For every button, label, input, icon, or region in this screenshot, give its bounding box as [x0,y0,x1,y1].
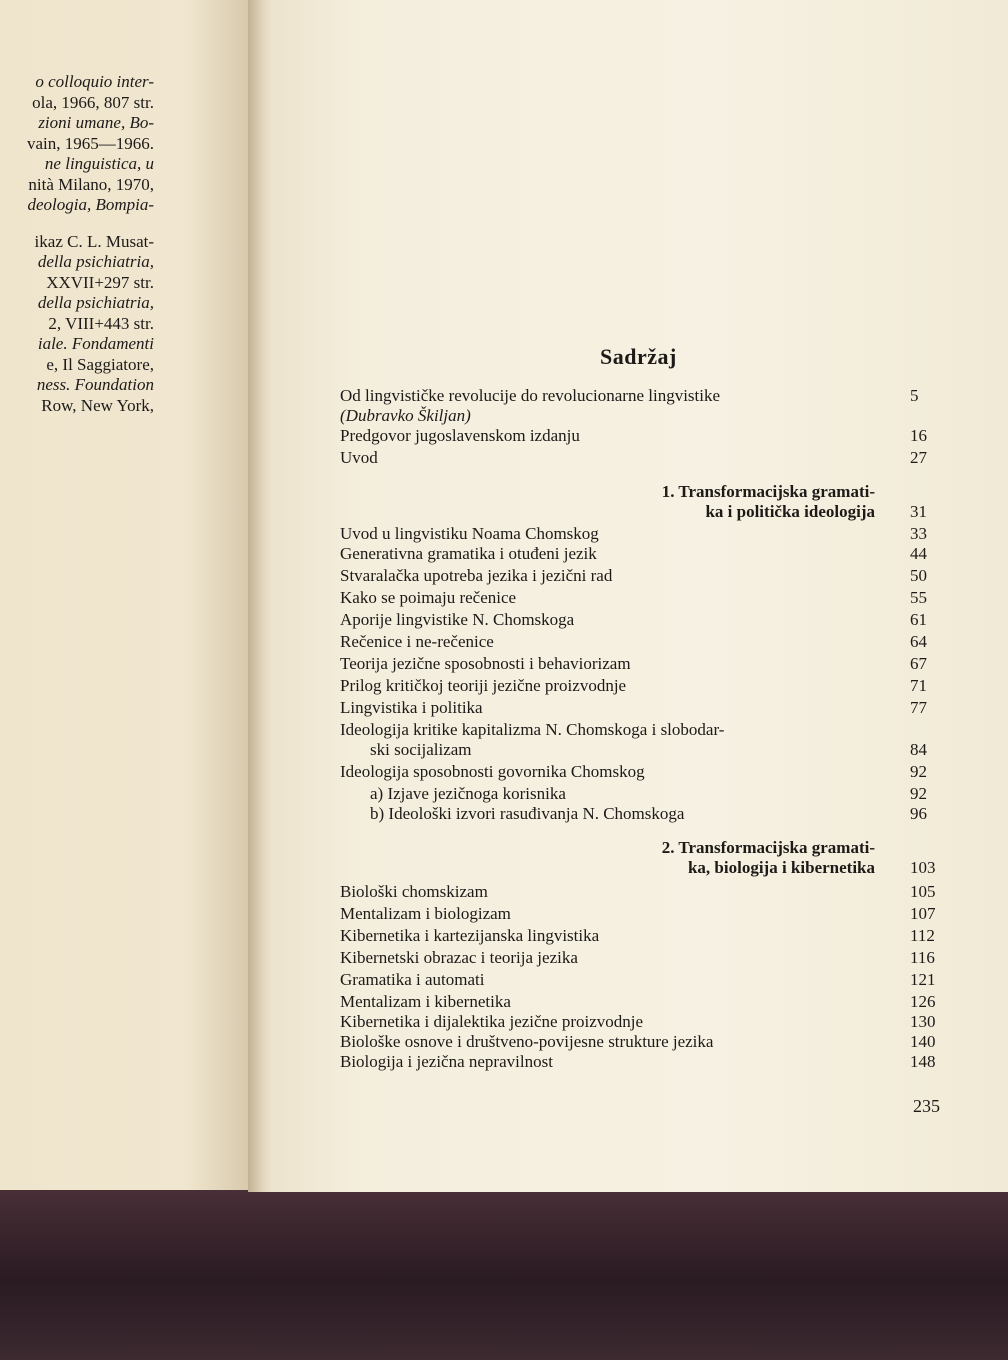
toc-page-number: 64 [910,632,927,651]
toc-entry [340,610,965,629]
toc-entry-title [340,882,875,901]
bib-line: 2, VIII+443 str. [48,313,154,333]
toc-entry-text: Uvod u lingvistiku Noama Chomskog [340,524,599,543]
toc-entry-title [340,386,875,405]
bib-line: della psichiatria, [37,293,154,312]
toc-entry-title [340,858,875,877]
toc-entry-text: Rečenice i ne-rečenice [340,632,494,651]
bibliography-fragment [0,72,154,416]
toc-page-number: 33 [910,524,927,543]
bib-line: zioni umane, Bo- [38,113,154,132]
bib-line: o colloquio inter- [35,72,154,91]
toc-entry [340,566,965,585]
bib-line: e, Il Saggiatore, [46,354,154,374]
toc-entry [340,524,965,543]
left-page [0,0,262,1190]
bib-line: deologia, Bompia- [27,195,154,214]
toc-entry-title [340,406,875,425]
toc-entry-title [340,524,875,543]
bib-gap [0,216,154,232]
toc-page-number: 105 [910,882,936,901]
toc-entry [340,386,965,405]
toc-entry [340,1052,965,1071]
toc-section-heading [340,838,965,857]
toc-entry-text: Biološke osnove i društveno-povijesne strukture jezika [340,1032,714,1051]
toc-entry [340,1012,965,1031]
toc-entry-text: Stvaralačka upotreba jezika i jezični rad [340,566,613,585]
toc-page-number: 96 [910,804,927,823]
toc-entry [340,676,965,695]
toc-page-number: 16 [910,426,927,445]
toc-entry-title [340,1052,875,1071]
toc-entry-title [340,654,875,673]
toc-entry-text: (Dubravko Škiljan) [340,406,471,425]
bib-line: ola, 1966, 807 str. [32,92,154,112]
bib-line: nità Milano, 1970, [28,174,154,194]
toc-entry-text: Aporije lingvistike N. Chomskoga [340,610,575,629]
bib-line: della psichiatria, [37,252,154,271]
toc-entry-text: Uvod [340,448,378,467]
toc-entry-title [340,448,875,467]
background-surface [0,1185,1008,1360]
toc-entry-text: b) Ideološki izvori rasuđivanja N. Chomskoga [370,804,685,823]
toc-page-number: 116 [910,948,935,967]
toc-entry-title [340,740,905,759]
toc-entry [340,992,965,1011]
toc-entry [340,632,965,651]
toc-page-number: 148 [910,1052,936,1071]
toc-entry-text: Lingvistika i politika [340,698,483,717]
toc-page-number: 121 [910,970,936,989]
toc-entry [340,426,965,445]
bib-line: ness. Foundation [36,375,154,394]
toc-entry [340,948,965,967]
toc-entry-text: ka i politička ideologija [705,502,875,521]
toc-entry-title [340,992,875,1011]
toc-entry-title [340,482,875,501]
toc-entry [340,882,965,901]
toc-entry-title [340,784,905,803]
toc-entry-title [340,566,875,585]
toc-entry-text: Od lingvističke revolucije do revolucionarne lingvistike [340,386,721,405]
toc-entry-title [340,610,875,629]
toc-entry-text: Ideologija kritike kapitalizma N. Chomskoga i slobodar- [340,720,725,739]
toc-entry [340,406,965,425]
toc-entry [340,544,965,563]
toc-entry-title [340,804,905,823]
toc-page-number: 44 [910,544,927,563]
toc-entry-text: Kibernetski obrazac i teorija jezika [340,948,578,967]
toc-page-number: 92 [910,762,927,781]
toc-entry-title [340,502,875,521]
toc-page-number: 103 [910,858,936,877]
toc-entry-title [340,698,875,717]
toc-entry-title [340,926,875,945]
toc-entry-title [340,838,875,857]
toc-section-heading [340,858,965,877]
toc-entry [340,720,965,739]
page-number: 235 [913,1096,940,1116]
toc-page-number: 31 [910,502,927,521]
toc-page-number: 5 [910,386,919,405]
toc-entry-title [340,676,875,695]
toc-page-number: 67 [910,654,927,673]
toc-entry [340,448,965,467]
toc-page-number: 77 [910,698,927,717]
toc-entry-title [340,904,875,923]
toc-entry-text: Prilog kritičkoj teoriji jezične proizvodnje [340,676,627,695]
toc-section-heading [340,502,965,521]
toc-entry-title [340,762,875,781]
toc-page-number: 71 [910,676,927,695]
toc-entry [340,762,965,781]
toc-page-number: 112 [910,926,935,945]
toc-entry-text: Kako se poimaju rečenice [340,588,517,607]
toc-page-number: 50 [910,566,927,585]
toc-entry [340,698,965,717]
toc-page-number: 130 [910,1012,936,1031]
toc-page-number: 55 [910,588,927,607]
toc-page-number: 107 [910,904,936,923]
toc-entry-text: Kibernetika i kartezijanska lingvistika [340,926,600,945]
toc-entry-text: Teorija jezične sposobnosti i behaviorizam [340,654,631,673]
toc-entry-text: Biologija i jezična nepravilnost [340,1052,553,1071]
bib-line: XXVII+297 str. [46,272,154,292]
toc-entry-title [340,588,875,607]
toc-entry-text: Predgovor jugoslavenskom izdanju [340,426,580,445]
toc-page-number: 84 [910,740,927,759]
bib-line: Row, New York, [41,395,154,415]
toc-entry-text: 2. Transformacijska gramati- [661,838,875,857]
bib-line: iale. Fondamenti [37,334,154,353]
toc-entry-text: a) Izjave jezičnoga korisnika [370,784,566,803]
toc-entry [340,654,965,673]
toc-entry-title [340,426,875,445]
toc-entry-text: Mentalizam i biologizam [340,904,511,923]
toc-entry [340,970,965,989]
toc-page-number: 27 [910,448,927,467]
toc-entry [340,588,965,607]
toc-entry-text: 1. Transformacijska gramati- [661,482,875,501]
toc-page-number: 140 [910,1032,936,1051]
toc-entry [340,1032,965,1051]
toc-entry-title [340,1032,875,1051]
bib-line: vain, 1965—1966. [26,133,154,153]
toc-entry [340,904,965,923]
toc-entry [340,740,965,759]
toc-page-number: 126 [910,992,936,1011]
toc-entry-title [340,720,875,739]
toc-page-number: 61 [910,610,927,629]
toc-title: Sadržaj [600,344,677,369]
bib-line: ne linguistica, u [44,154,154,173]
toc-entry-title [340,544,875,563]
toc-entry-text: ka, biologija i kibernetika [687,858,875,877]
toc-entry-text: Kibernetika i dijalektika jezične proizvodnje [340,1012,644,1031]
toc-entry [340,804,965,823]
toc-entry [340,784,965,803]
toc-entry-text: Biološki chomskizam [340,882,488,901]
toc-entry-text: ski socijalizam [370,740,472,759]
toc-entry-text: Mentalizam i kibernetika [340,992,511,1011]
bib-line: ikaz C. L. Musat- [34,231,154,251]
toc-entry-title [340,632,875,651]
toc-entry-title [340,1012,875,1031]
toc-section-heading [340,482,965,501]
toc-entry-text: Ideologija sposobnosti govornika Chomskog [340,762,645,781]
toc-entry-text: Gramatika i automati [340,970,485,989]
toc-entry-text: Generativna gramatika i otuđeni jezik [340,544,597,563]
toc-entry-title [340,970,875,989]
toc-page-number: 92 [910,784,927,803]
toc-entry-title [340,948,875,967]
toc-entry [340,926,965,945]
